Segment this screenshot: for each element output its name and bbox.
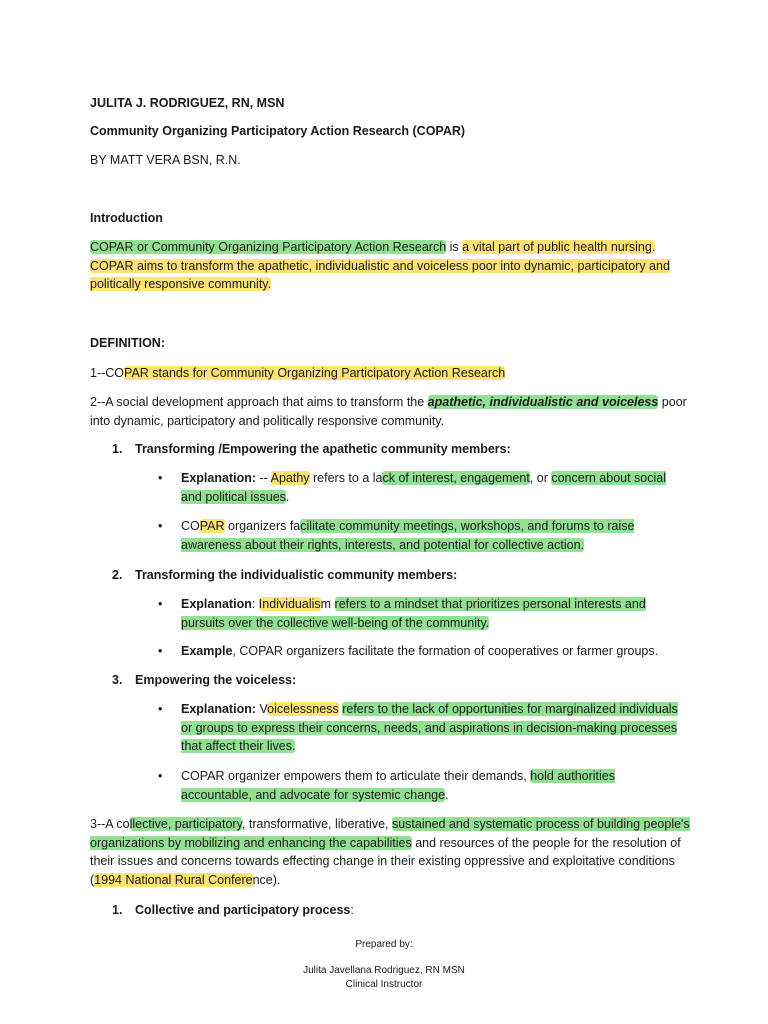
highlight-green: apathetic, individualistic and voiceless	[427, 395, 659, 409]
highlight-green: llective, participatory	[129, 817, 242, 831]
section-2-title: 2. Transforming the individualistic community members:	[112, 568, 458, 582]
highlight-green: refers to the lack of opportunities for marginalized individuals or groups to express their concerns, needs, and aspirations in decision-making processes that affect their lives.	[181, 702, 678, 753]
footer-role: Clinical Instructor	[345, 979, 423, 990]
author-line: JULITA J. RODRIGUEZ, RN, MSN	[90, 96, 285, 110]
bullet-icon: •	[158, 471, 163, 485]
highlight-yellow: a vital part of public health nursing.	[462, 240, 656, 254]
highlight-green: hold authorities accountable, and advocate for systemic change	[181, 769, 616, 802]
highlight-yellow: PAR stands for Community Organizing Participatory Action Research	[124, 366, 506, 380]
bullet-icon: •	[158, 597, 163, 611]
document-title: Community Organizing Participatory Action Research (COPAR)	[90, 124, 466, 138]
intro-paragraph: COPAR or Community Organizing Participatory Action Research is a vital part of public health nursing. COPAR aims to transform the apathetic, individualistic and voiceless poor into dynamic, participatory and politically responsive community.	[90, 240, 670, 291]
highlight-green: COPAR or Community Organizing Participatory Action Research	[90, 240, 447, 254]
definition-heading: DEFINITION:	[90, 336, 165, 350]
bullet-icon: •	[158, 519, 163, 533]
highlight-green: ck of interest, engagement	[382, 471, 530, 485]
section-2-bullet-1: • Explanation: Individualism refers to a mindset that prioritizes personal interests and pursuits over the collective well-being of the community.	[158, 597, 646, 630]
section-3-title: 3. Empowering the voiceless:	[112, 673, 297, 687]
section-1-bullet-1: • Explanation: -- Apathy refers to a lack of interest, engagement, or concern about social and political issues.	[158, 471, 666, 504]
section-3-bullet-2: • COPAR organizer empowers them to articulate their demands, hold authorities accountable, and advocate for systemic change.	[158, 769, 616, 802]
footer-name: Julita Javellana Rodriguez, RN MSN	[303, 965, 465, 976]
definition-1: 1--COPAR stands for Community Organizing Participatory Action Research	[90, 366, 506, 380]
highlight-green: sustained and systematic process of building people's organizations by mobilizing and enhancing the capabilities	[90, 817, 690, 850]
highlight-yellow: Apathy	[270, 471, 310, 485]
subsection-title: 1. Collective and participatory process:	[112, 903, 354, 917]
footer-prepared-by: Prepared by:	[355, 939, 413, 950]
bullet-icon: •	[158, 769, 163, 783]
definition-3: 3--A collective, participatory, transformative, liberative, sustained and systematic process of building people's organizations by mobilizing and enhancing the capabilities and resources of the people for the resolution of their issues and concerns towards effecting change in their existing oppressive and exploitative conditions (1994 National Rural Conference).	[90, 817, 690, 887]
highlight-yellow: PAR	[199, 519, 225, 533]
highlight-green: concern about social and political issues	[181, 471, 666, 504]
byline: BY MATT VERA BSN, R.N.	[90, 153, 241, 167]
highlight-green: refers to a mindset that prioritizes personal interests and pursuits over the collective well-being of the community.	[181, 597, 646, 630]
section-1-bullet-2: • COPAR organizers facilitate community meetings, workshops, and forums to raise awareness about their rights, interests, and potential for collective action.	[158, 519, 635, 552]
section-1-title: 1. Transforming /Empowering the apathetic community members:	[112, 442, 511, 456]
intro-heading: Introduction	[90, 211, 163, 225]
section-3-bullet-1: • Explanation: Voicelessness refers to the lack of opportunities for marginalized individuals or groups to express their concerns, needs, and aspirations in decision-making processes that affect their lives.	[158, 702, 678, 753]
bullet-icon: •	[158, 644, 163, 658]
highlight-green: cilitate community meetings, workshops, and forums to raise awareness about their rights, interests, and potential for collective action.	[181, 519, 635, 552]
highlight-yellow: 1994 National Rural Confere	[94, 872, 253, 887]
highlight-yellow: oicelessness	[267, 702, 339, 716]
definition-2: 2--A social development approach that aims to transform the apathetic, individualistic and voiceless poor into dynamic, participatory and politically responsive community.	[90, 395, 687, 428]
highlight-yellow: COPAR aims to transform the apathetic, individualistic and voiceless poor into dynamic, participatory and politically responsive community.	[90, 258, 670, 291]
section-2-bullet-2: • Example, COPAR organizers facilitate the formation of cooperatives or farmer groups.	[158, 642, 688, 661]
highlight-yellow: Individualis	[258, 597, 321, 611]
bullet-icon: •	[158, 702, 163, 716]
